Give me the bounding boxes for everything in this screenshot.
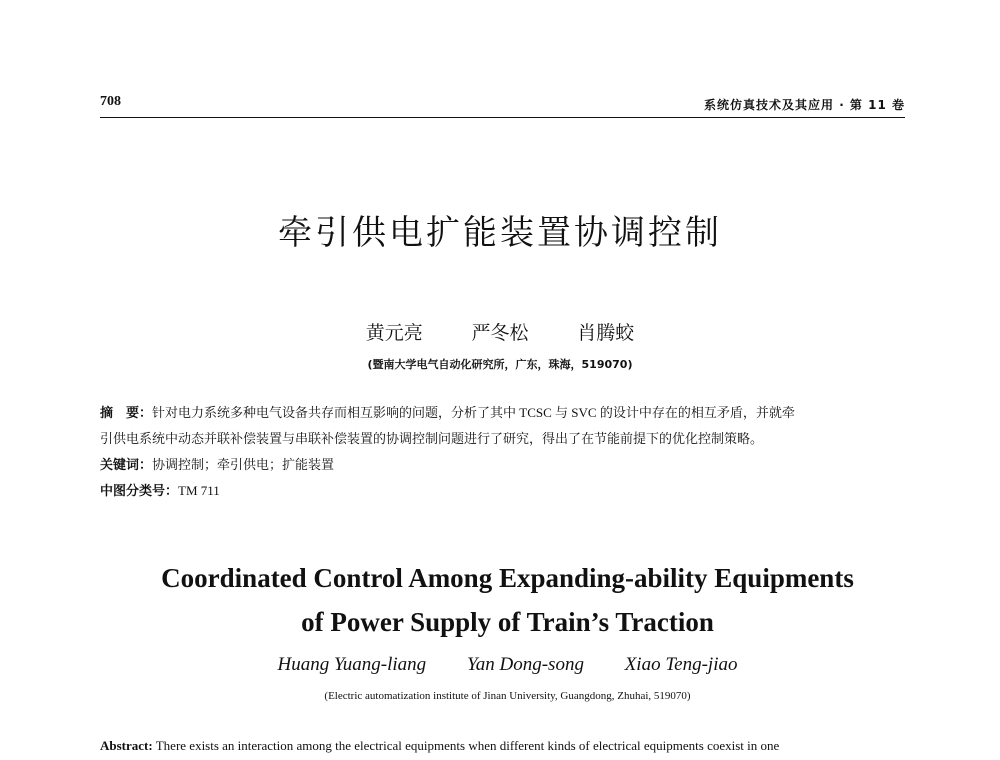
page-number: 708 [100, 94, 121, 109]
keywords-label: 关键词： [100, 457, 153, 472]
english-abstract-label: Abstract: [100, 738, 153, 753]
chinese-affiliation: (暨南大学电气自动化研究所，广东，珠海，519070) [367, 358, 633, 371]
chinese-author-3: 肖腾蛟 [577, 323, 635, 344]
english-abstract-text: There exists an interaction among the electrical equipments when different kinds of electrical equipments coexist in one [155, 738, 780, 753]
keywords-text: 协调控制；牵引供电；扩能装置 [152, 457, 335, 472]
english-title [0, 556, 1000, 644]
english-title-line-2: of Power Supply of Train’s Traction [301, 607, 714, 637]
english-abstract [100, 738, 920, 754]
english-author-2: Yan Dong-song [466, 654, 584, 675]
english-authors [0, 654, 1000, 676]
chinese-author-1: 黄元亮 [365, 323, 423, 344]
chinese-abstract-block [100, 400, 920, 504]
chinese-keywords [100, 452, 920, 478]
running-head: 系统仿真技术及其应用 · 第 11 卷 [704, 98, 905, 112]
chinese-author-2: 严冬松 [471, 323, 529, 344]
chinese-title: 牵引供电扩能装置协调控制 [278, 213, 722, 253]
page-header [100, 94, 905, 116]
english-author-3: Xiao Teng-jiao [624, 654, 738, 675]
chinese-abstract-text-1: 针对电力系统多种电气设备共存而相互影响的问题，分析了其中 TCSC 与 SVC 的设计中存在的相互矛盾，并就牵 [152, 405, 795, 420]
english-author-1: Huang Yuang-liang [277, 654, 427, 675]
english-affiliation: (Electric automatization institute of Jinan University, Guangdong, Zhuhai, 519070) [324, 690, 691, 702]
chinese-abstract-label: 摘 要： [100, 405, 153, 420]
chinese-authors [0, 318, 1000, 345]
clc-label: 中图分类号： [100, 483, 179, 498]
chinese-clc [100, 478, 920, 504]
chinese-abstract-line-2: 引供电系统中动态并联补偿装置与串联补偿装置的协调控制问题进行了研究，得出了在节能前提下的优化控制策略。 [100, 431, 764, 446]
header-rule [100, 117, 905, 118]
chinese-abstract-line-1 [100, 400, 920, 426]
english-title-line-1: Coordinated Control Among Expanding-ability Equipments [161, 563, 854, 593]
clc-code: TM 711 [178, 483, 220, 498]
